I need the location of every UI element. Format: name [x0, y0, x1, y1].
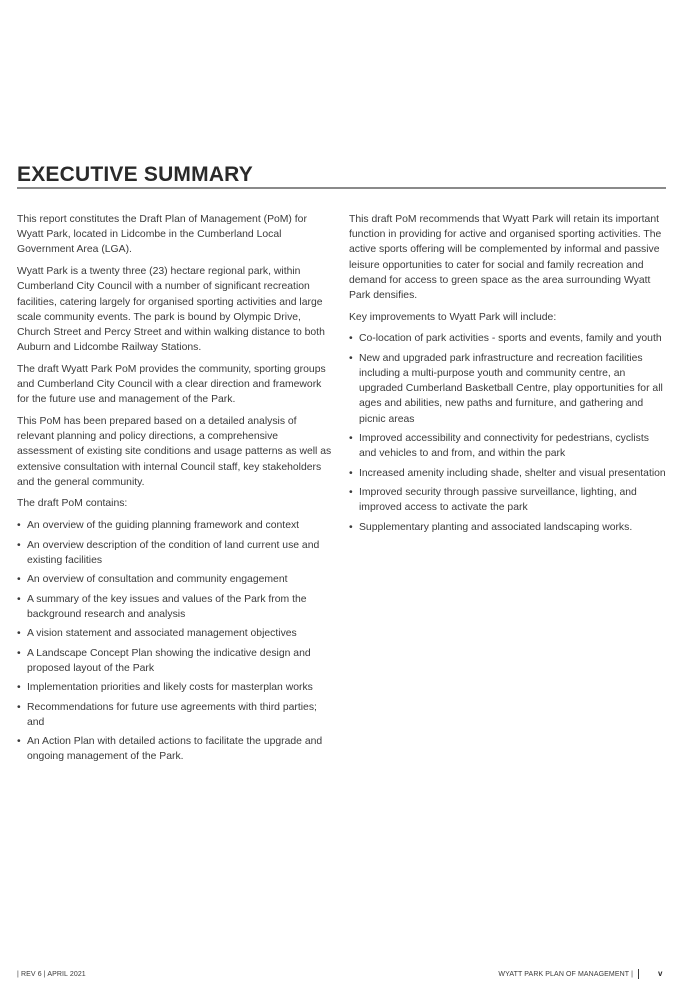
contents-intro-paragraph: The draft PoM contains:: [17, 498, 128, 510]
list-item: • An overview of consultation and community engagement: [17, 572, 335, 587]
heading-rule: [17, 187, 666, 189]
intro-paragraph: This report constitutes the Draft Plan of Management (PoM) for Wyatt Park, located in Lidcombe in the Cumberland Local Government Area (LGA).: [17, 214, 307, 256]
list-item: • Improved security through passive surveillance, lighting, and improved access to activate the park: [349, 485, 669, 515]
page-number: v: [658, 969, 663, 978]
footer-revision: | REV 6 | APRIL 2021: [17, 971, 86, 978]
key-improvements-list: [349, 331, 669, 534]
list-item: • Improved accessibility and connectivity for pedestrians, cyclists and vehicles to and from, and within the park: [349, 431, 669, 461]
list-item: • Recommendations for future use agreements with third parties; and: [17, 700, 335, 730]
list-item: • A Landscape Concept Plan showing the indicative design and proposed layout of the Park: [17, 646, 335, 676]
list-item: • Supplementary planting and associated landscaping works.: [349, 520, 669, 535]
footer-separator: [638, 969, 639, 979]
list-item: • An overview description of the condition of land current use and existing facilities: [17, 538, 335, 568]
pom-direction-paragraph: The draft Wyatt Park PoM provides the community, sporting groups and Cumberland City Council with a clear direction and framework for the future use and management of the Park.: [17, 363, 326, 406]
contents-list: [17, 518, 335, 764]
list-item: • A summary of the key issues and values of the Park from the background research and analysis: [17, 592, 335, 622]
list-item: • New and upgraded park infrastructure and recreation facilities including a multi-purpose youth and community centre, an upgraded Cumberland Basketball Centre, play opportunities for all ages and abilities, new paths and furniture, and gathering and picnic areas: [349, 351, 669, 427]
footer-document-title: WYATT PARK PLAN OF MANAGEMENT |: [498, 971, 633, 978]
pom-preparation-paragraph: This PoM has been prepared based on a detailed analysis of relevant planning and policy directions, a comprehensive assessment of existing site conditions and usage patterns as well as extensive consultation with internal Council staff, key stakeholders and the general community.: [17, 415, 332, 488]
page-heading: EXECUTIVE SUMMARY: [17, 163, 253, 186]
list-item: • An Action Plan with detailed actions to facilitate the upgrade and ongoing management of the Park.: [17, 734, 335, 764]
list-item: • Co-location of park activities - sports and events, family and youth: [349, 331, 669, 346]
list-item: • A vision statement and associated management objectives: [17, 626, 335, 641]
park-description-paragraph: Wyatt Park is a twenty three (23) hectare regional park, within Cumberland City Council with a number of significant recreation facilities, catering largely for organised sporting activities and large scale community events. The park is bound by Olympic Drive, Church Street and Percy Street and within walking distance to both Auburn and Lidcombe Railway Stations.: [17, 266, 325, 354]
left-column: [17, 212, 335, 769]
key-improvements-intro: Key improvements to Wyatt Park will include:: [349, 311, 557, 323]
recommendation-paragraph: This draft PoM recommends that Wyatt Park will retain its important function in providing for active and organised sporting activities. The active sports offering will be complemented by informal and passive leisure opportunities to cater for social and family recreation and demand for access to green space as the area surrounding Wyatt Park densifies.: [349, 214, 662, 302]
list-item: • Increased amenity including shade, shelter and visual presentation: [349, 466, 669, 481]
list-item: • Implementation priorities and likely costs for masterplan works: [17, 680, 335, 695]
list-item: • An overview of the guiding planning framework and context: [17, 518, 335, 533]
right-column: [349, 212, 669, 539]
